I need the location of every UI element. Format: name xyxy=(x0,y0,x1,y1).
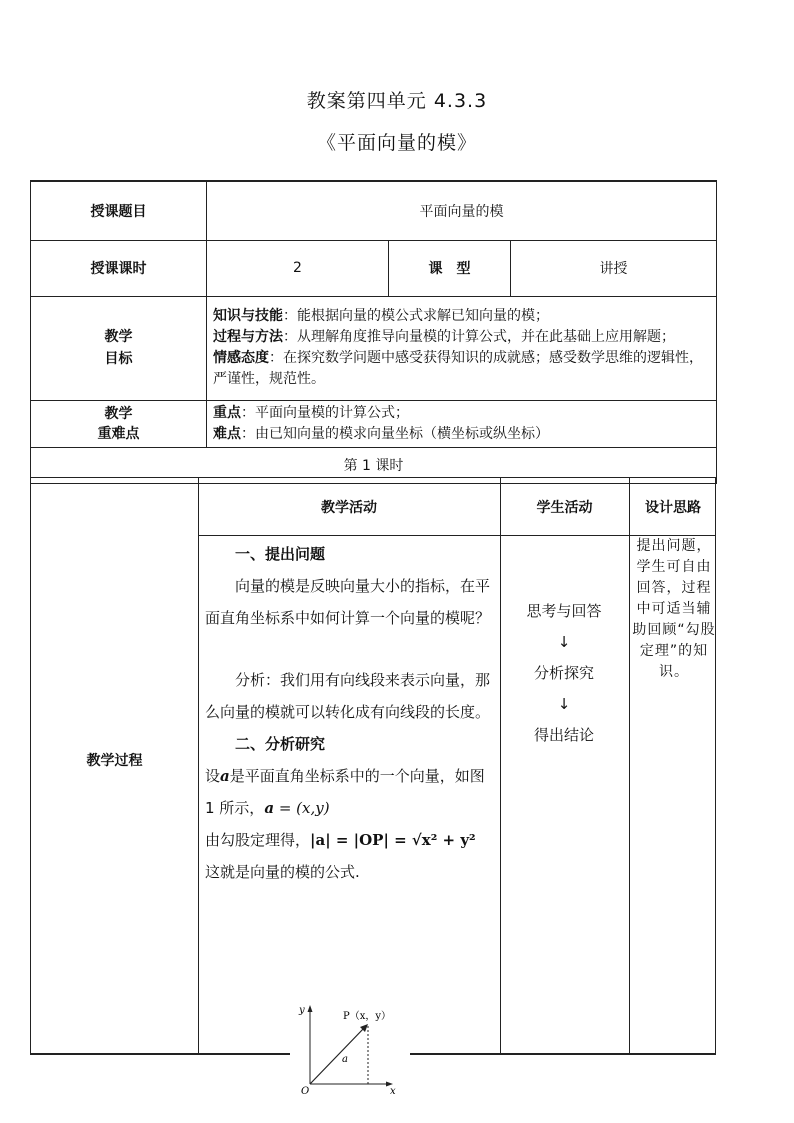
topic-label: 授课题目 xyxy=(31,181,207,240)
design-notes: 提出问题，学生可自由回答，过程中可适当辅助回顾“勾股定理”的知识。 xyxy=(632,538,716,680)
type-value: 讲授 xyxy=(511,240,717,296)
goals-label: 教学 目标 xyxy=(31,296,207,400)
key-item: 难点：由已知向量的模求向量坐标（横坐标或纵坐标） xyxy=(213,425,549,442)
point-label: P（x，y） xyxy=(343,1011,392,1022)
analysis-text: 分析：我们用有向线段来表示向量，那么向量的模就可以转化成有向线段的长度。 xyxy=(205,671,491,721)
goal-item: 情感态度：在探究数学问题中感受获得知识的成就感；感受数学思维的逻辑性，严谨性，规范性。 xyxy=(213,350,703,387)
key-content xyxy=(207,400,717,447)
x-axis-label: x xyxy=(390,1086,396,1097)
session-label: 第 1 课时 xyxy=(31,447,717,483)
divider xyxy=(500,478,501,1053)
vector-figure xyxy=(290,1000,410,1100)
vector-op xyxy=(310,1027,365,1084)
goals-content xyxy=(207,296,717,400)
student-step: 分析探究 xyxy=(533,664,594,682)
lesson-info-table xyxy=(30,180,717,484)
type-label: 课 型 xyxy=(389,240,511,296)
hours-label: 授课课时 xyxy=(31,240,207,296)
hours-value: 2 xyxy=(207,240,389,296)
doc-subtitle: 《平面向量的模》 xyxy=(316,132,477,154)
origin-label: O xyxy=(301,1086,310,1097)
divider xyxy=(629,478,630,1053)
student-step: 得出结论 xyxy=(533,726,594,744)
y-axis-label: y xyxy=(299,1005,305,1016)
teaching-activity xyxy=(205,538,497,888)
pythagoras-line: 由勾股定理得，|a| = |OP| = √x² + y² xyxy=(205,831,476,849)
formula-note: 这就是向量的模的公式. xyxy=(205,863,360,881)
topic-value: 平面向量的模 xyxy=(207,181,717,240)
vector-label: a xyxy=(342,1054,348,1065)
col-header-design: 设计思路 xyxy=(645,499,701,516)
process-section xyxy=(30,477,716,1055)
student-step: 思考与回答 xyxy=(526,602,602,620)
process-label: 教学过程 xyxy=(86,753,143,769)
key-label: 教学 重难点 xyxy=(31,400,207,447)
section-title: 二、分析研究 xyxy=(235,735,326,753)
divider xyxy=(198,478,199,1053)
doc-title: 教案第四单元 4.3.3 xyxy=(306,90,488,112)
arrow-down-icon: ↓ xyxy=(557,633,571,651)
goal-item: 知识与技能：能根据向量的模公式求解已知向量的模； xyxy=(213,308,549,324)
y-axis-arrow-icon xyxy=(308,1005,313,1012)
question-text: 向量的模是反映向量大小的指标，在平面直角坐标系中如何计算一个向量的模呢？ xyxy=(205,577,491,627)
student-activity xyxy=(501,596,627,751)
modulus-formula: |a| = |OP| = √x² + y² xyxy=(310,831,476,849)
col-header-activity: 教学活动 xyxy=(321,499,377,516)
key-item: 重点：平面向量模的计算公式； xyxy=(213,404,409,421)
goal-item: 过程与方法：从理解角度推导向量模的计算公式，并在此基础上应用解题； xyxy=(213,329,675,345)
arrow-down-icon: ↓ xyxy=(557,695,571,713)
col-header-student: 学生活动 xyxy=(536,499,593,516)
section-title: 一、提出问题 xyxy=(235,545,326,563)
vector-def: 设a是平面直角坐标系中的一个向量，如图 1 所示，a = (x,y) xyxy=(205,767,485,817)
